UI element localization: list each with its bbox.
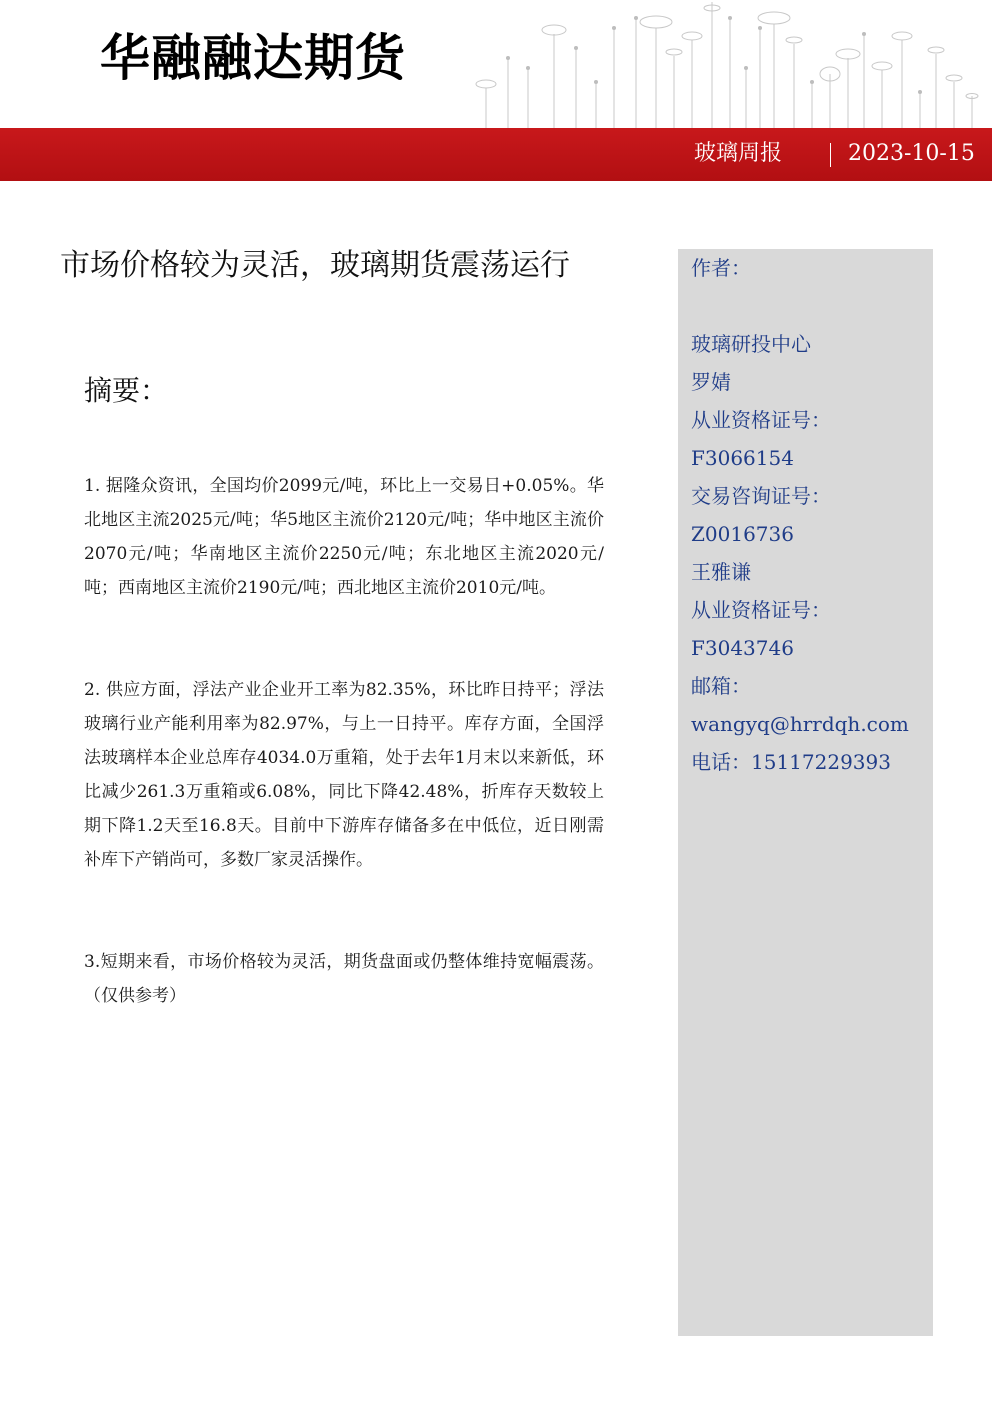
header-decoration bbox=[456, 0, 992, 128]
author-1-consulting-label: 交易咨询证号： bbox=[691, 484, 831, 508]
header-separator bbox=[830, 143, 831, 167]
author-1-consulting-number: Z0016736 bbox=[691, 522, 794, 546]
report-headline: 市场价格较为灵活，玻璃期货震荡运行 bbox=[60, 248, 570, 283]
report-date: 2023-10-15 bbox=[848, 141, 975, 166]
brand-logo-text: 华融融达期货 bbox=[100, 29, 406, 87]
summary-paragraph-1: 1. 据隆众资讯，全国均价2099元/吨，环比上一交易日+0.05%。华北地区主流2025元/吨；华5地区主流价2120元/吨；华中地区主流价2070元/吨；华南地区主流价2250元/吨；东北地区主流2020元/吨；西南地区主流价2190元/吨；西北地区主流价2010元/吨。 bbox=[84, 476, 604, 598]
email-label: 邮箱： bbox=[691, 674, 751, 698]
summary-title: 摘要： bbox=[84, 374, 169, 407]
report-type: 玻璃周报 bbox=[694, 141, 783, 166]
author-2-qualification-number: F3043746 bbox=[691, 636, 794, 660]
author-1-qualification-number: F3066154 bbox=[691, 446, 794, 470]
phone-line: 电话：15117229393 bbox=[691, 750, 891, 774]
author-2-name: 王雅谦 bbox=[691, 560, 751, 584]
author-1-name: 罗婧 bbox=[691, 370, 731, 394]
header-red-bar bbox=[0, 128, 992, 181]
author-1-qualification-label: 从业资格证号： bbox=[691, 408, 831, 432]
author-label: 作者： bbox=[691, 256, 751, 280]
author-2-qualification-label: 从业资格证号： bbox=[691, 598, 831, 622]
email-address[interactable]: wangyq@hrrdqh.com bbox=[691, 712, 909, 736]
summary-paragraph-3: 3.短期来看，市场价格较为灵活，期货盘面或仍整体维持宽幅震荡。（仅供参考） bbox=[84, 952, 604, 1006]
department: 玻璃研投中心 bbox=[691, 332, 811, 356]
summary-paragraph-2: 2. 供应方面，浮法产业企业开工率为82.35%，环比昨日持平；浮法玻璃行业产能利用率为82.97%，与上一日持平。库存方面，全国浮法玻璃样本企业总库存4034.0万重箱，处于去年1月末以来新低，环比减少261.3万重箱或6.08%，同比下降42.48%，折库存天数较上期下降1.2天至16.8天。目前中下游库存储备多在中低位，近日刚需补库下产销尚可，多数厂家灵活操作。 bbox=[84, 680, 604, 870]
